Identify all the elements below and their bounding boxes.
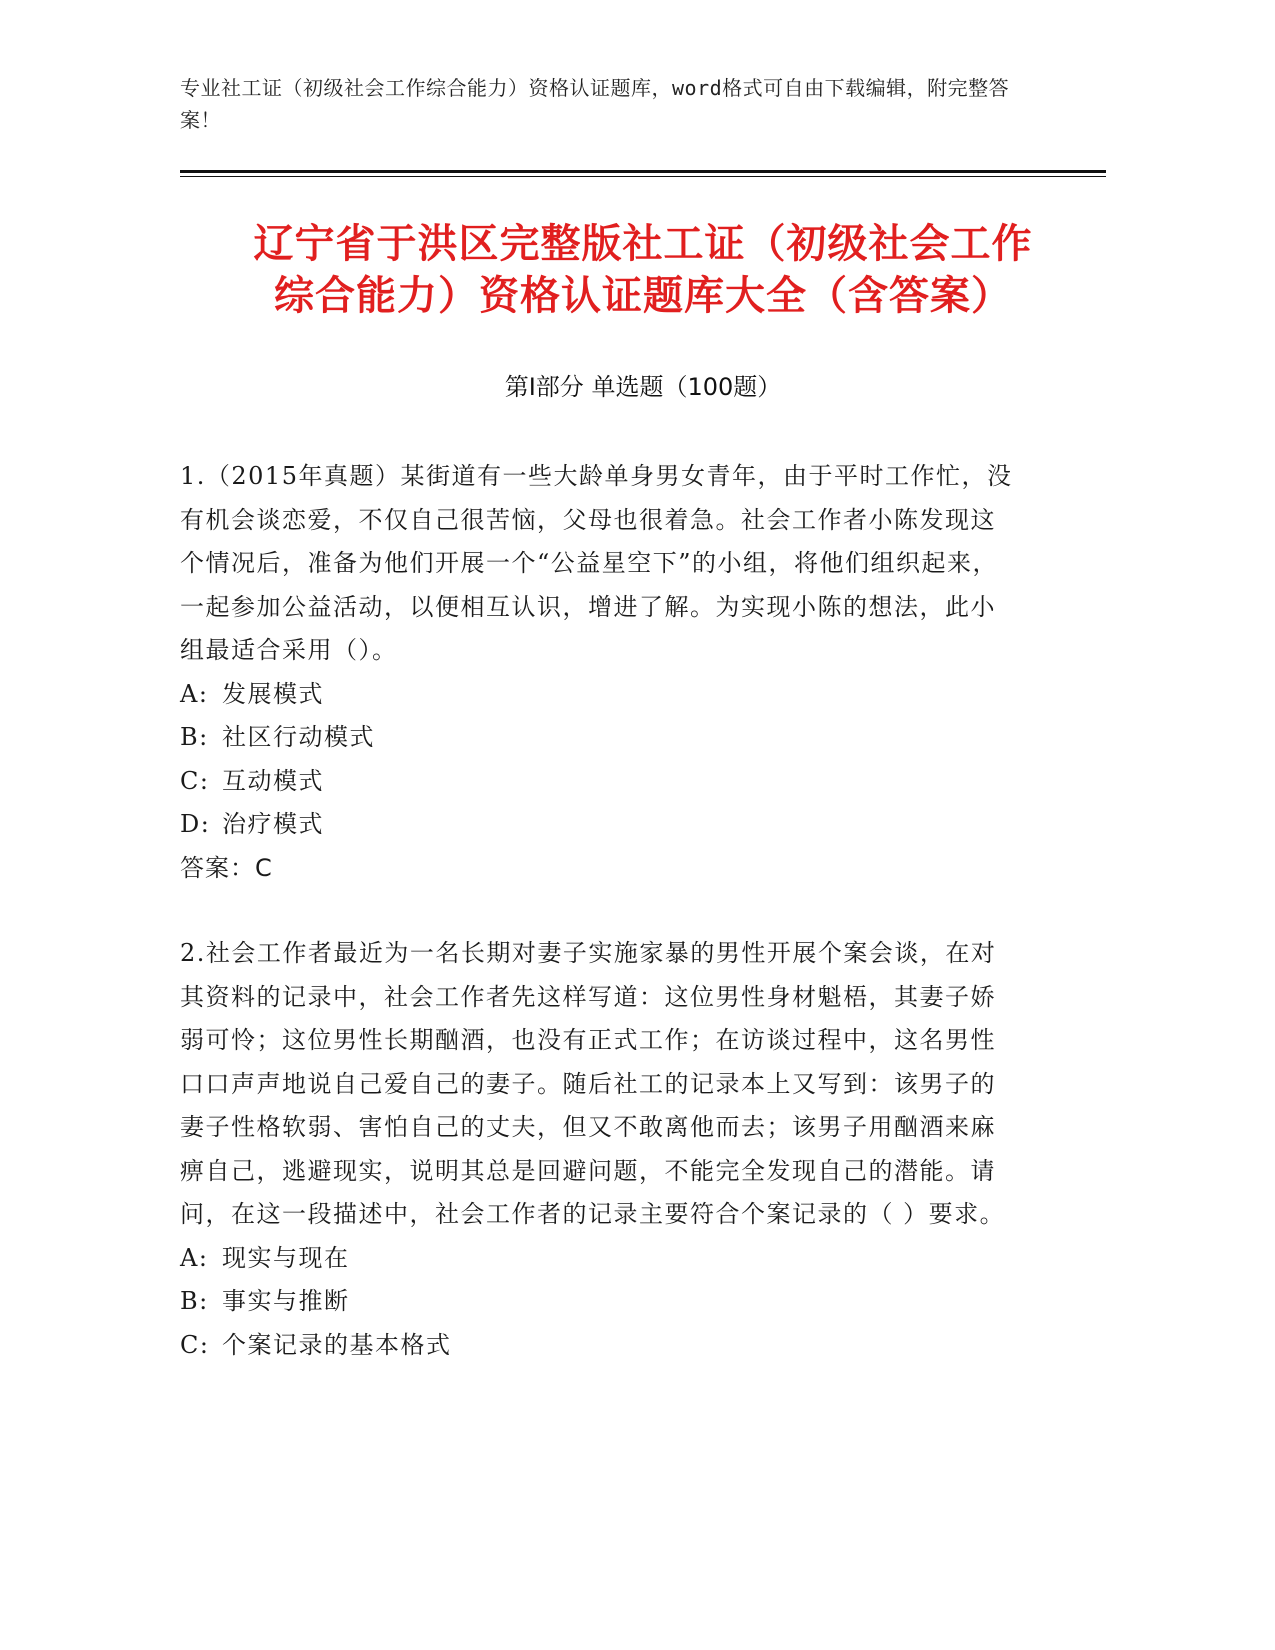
- header-note: 专业社工证（初级社会工作综合能力）资格认证题库，word格式可自由下载编辑，附完整答案！: [180, 76, 1010, 132]
- option-text: 个案记录的基本格式: [222, 1330, 452, 1359]
- option-key: C:: [180, 766, 210, 795]
- document-title: [180, 218, 1106, 322]
- option-key: D:: [180, 810, 211, 838]
- option-text: 发展模式: [222, 679, 324, 708]
- option-c: [180, 760, 1020, 804]
- option-key: A:: [180, 1243, 209, 1272]
- option-a: [180, 673, 1020, 717]
- option-text: 互动模式: [222, 766, 324, 795]
- option-text: 治疗模式: [222, 810, 324, 838]
- question-2: [180, 932, 1020, 1367]
- option-key: B:: [180, 1287, 209, 1315]
- option-key: C:: [180, 1330, 210, 1359]
- header-divider-thick: [180, 170, 1106, 173]
- option-b: [180, 716, 1020, 760]
- header-divider-thin: [180, 176, 1106, 177]
- section-title: 第Ⅰ部分 单选题（100题）: [504, 373, 782, 401]
- document-title-line-1: 辽宁省于洪区完整版社工证（初级社会工作: [253, 221, 1033, 267]
- question-stem: 1.（2015年真题）某街道有一些大龄单身男女青年，由于平时工作忙，没有机会谈恋爱，不仅自己很苦恼，父母也很着急。社会工作者小陈发现这个情况后，准备为他们开展一个“公益星空下”的小组，将他们组织起来，一起参加公益活动，以便相互认识，增进了解。为实现小陈的想法，此小组最适合采用（）。: [180, 462, 1013, 664]
- option-d: [180, 803, 1020, 847]
- question-1: [180, 455, 1020, 890]
- option-b: [180, 1280, 1020, 1324]
- document-title-line-2: 综合能力）资格认证题库大全（含答案）: [274, 273, 1012, 319]
- option-key: A:: [180, 679, 209, 708]
- option-text: 社区行动模式: [222, 723, 375, 751]
- option-text: 事实与推断: [222, 1287, 350, 1315]
- question-stem: 2.社会工作者最近为一名长期对妻子实施家暴的男性开展个案会谈，在对其资料的记录中，社会工作者先这样写道：这位男性身材魁梧，其妻子娇弱可怜；这位男性长期酗酒，也没有正式工作；在访谈过程中，这名男性口口声声地说自己爱自己的妻子。随后社工的记录本上又写到：该男子的妻子性格软弱、害怕自己的丈夫，但又不敢离他而去；该男子用酗酒来麻痹自己，逃避现实，说明其总是回避问题，不能完全发现自己的潜能。请问，在这一段描述中，社会工作者的记录主要符合个案记录的（ ）要求。: [180, 939, 1006, 1228]
- option-a: [180, 1237, 1020, 1281]
- option-c: [180, 1324, 1020, 1368]
- option-key: B:: [180, 723, 209, 751]
- option-text: 现实与现在: [222, 1243, 350, 1272]
- answer-line: 答案：C: [180, 853, 273, 882]
